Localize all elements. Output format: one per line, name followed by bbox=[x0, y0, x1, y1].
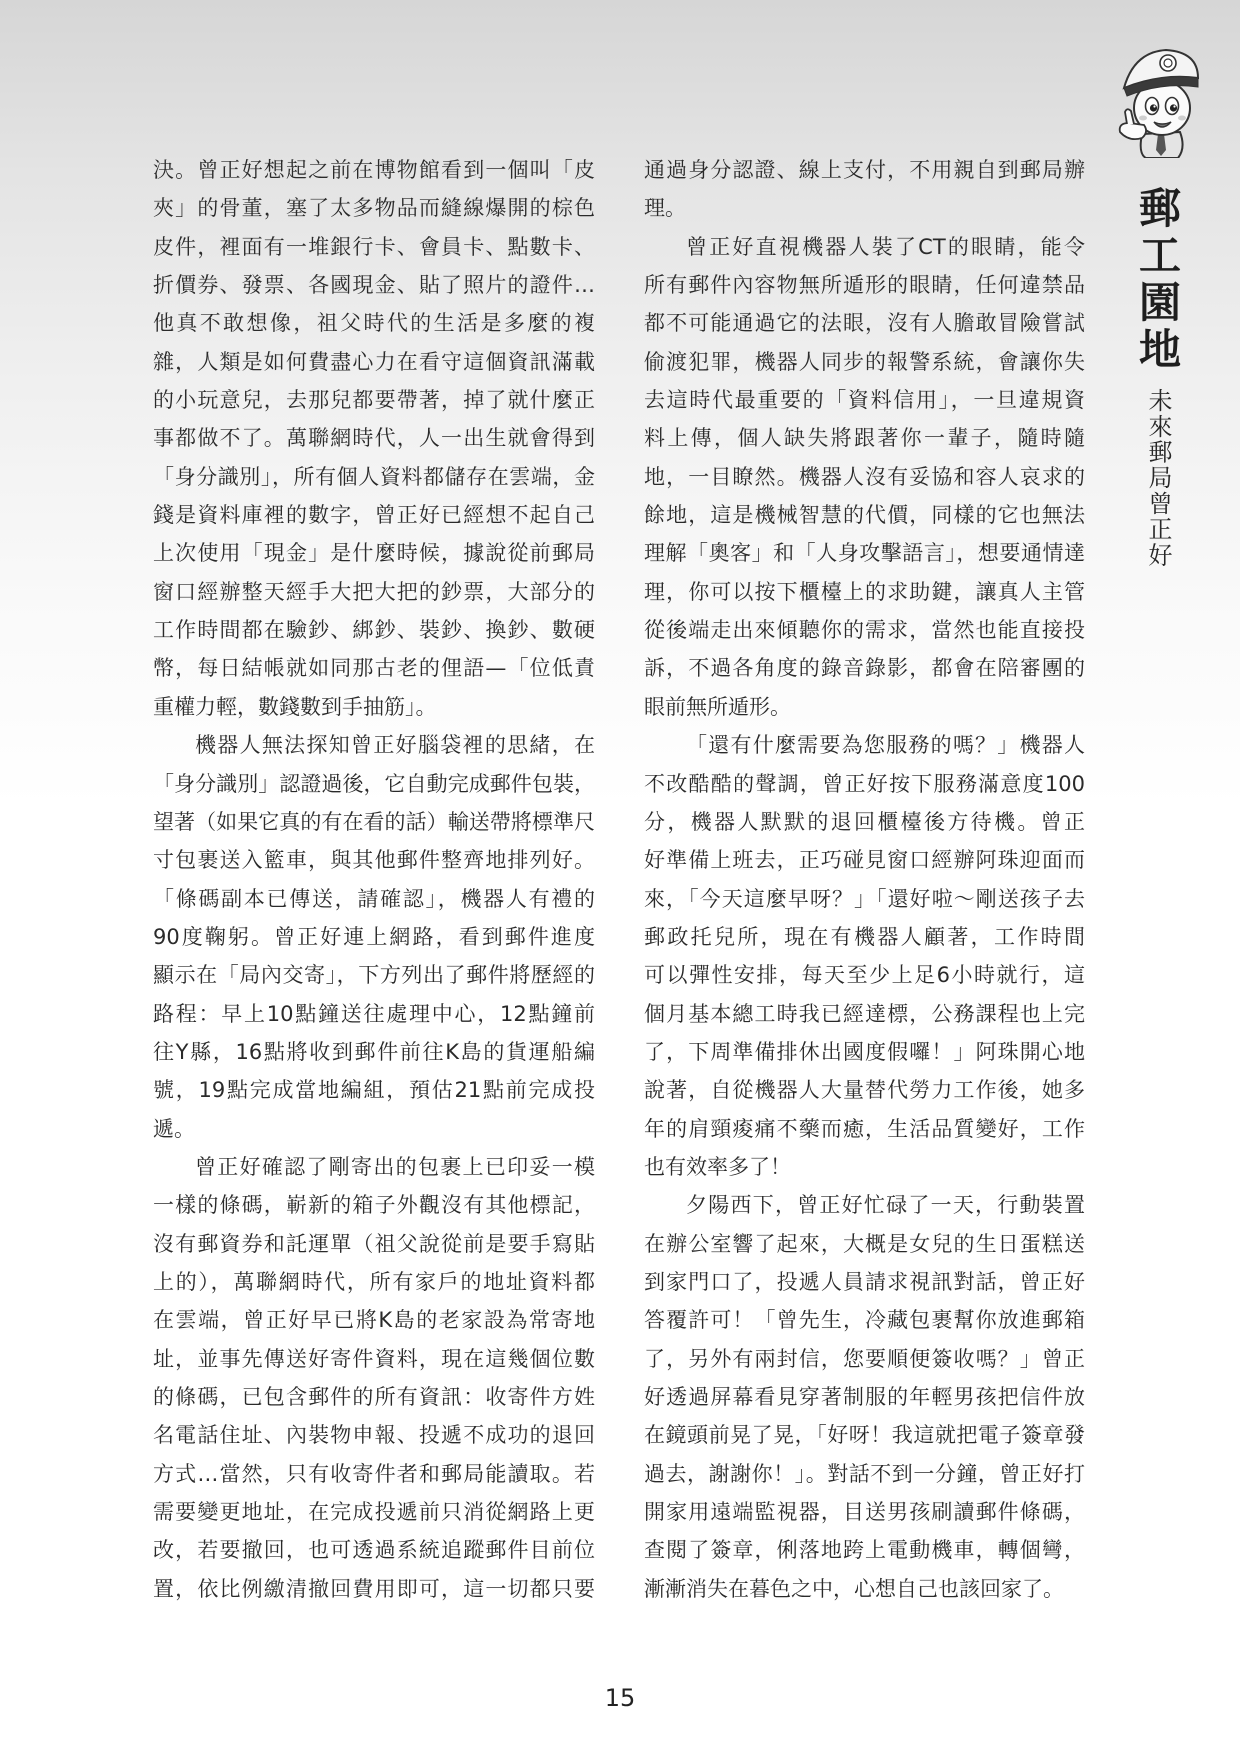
text-line: 往Y縣，16點將收到郵件前往K島的貨運船編 bbox=[153, 1039, 595, 1064]
text-line: 都不可能通過它的法眼，沒有人膽敢冒險嘗試 bbox=[644, 311, 1085, 336]
text-line: 遞。 bbox=[153, 1116, 195, 1141]
text-line: 理。 bbox=[644, 196, 686, 221]
text-line: 曾正好確認了剛寄出的包裹上已印妥一模 bbox=[195, 1154, 595, 1179]
text-line: 上次使用「現金」是什麼時候，據說從前郵局 bbox=[153, 541, 595, 566]
text-line: 改，若要撤回，也可透過系統追蹤郵件目前位 bbox=[153, 1538, 595, 1563]
text-line: 到家門口了，投遞人員請求視訊對話，曾正好 bbox=[644, 1269, 1085, 1294]
text-line: 沒有郵資券和託運單（祖父說從前是要手寫貼 bbox=[153, 1231, 595, 1256]
text-line: 開家用遠端監視器，目送男孩刷讀郵件條碼， bbox=[644, 1500, 1085, 1525]
text-line: 幣，每日結帳就如同那古老的俚語—「位低責 bbox=[153, 656, 595, 681]
text-line: 曾正好直視機器人裝了CT的眼睛，能令 bbox=[686, 234, 1085, 259]
paragraph bbox=[644, 726, 1085, 1186]
text-line: 通過身分認證、線上支付，不用親自到郵局辦 bbox=[644, 158, 1085, 182]
text-line: 好準備上班去，正巧碰見窗口經辦阿珠迎面而 bbox=[644, 848, 1085, 873]
text-line: 需要變更地址，在完成投遞前只消從網路上更 bbox=[153, 1500, 595, 1525]
text-line: 「條碼副本已傳送，請確認」，機器人有禮的 bbox=[153, 886, 595, 911]
text-line: 了，另外有兩封信，您要順便簽收嗎？」曾正 bbox=[644, 1346, 1085, 1371]
paragraph bbox=[153, 151, 595, 726]
article-title: 未來郵局曾正好 bbox=[1144, 388, 1172, 568]
text-line: 餘地，這是機械智慧的代價，同樣的它也無法 bbox=[644, 503, 1085, 528]
text-line: 「還有什麼需要為您服務的嗎？」機器人 bbox=[686, 733, 1085, 758]
text-line: 一樣的條碼，嶄新的箱子外觀沒有其他標記， bbox=[153, 1193, 595, 1218]
text-line: 方式…當然，只有收寄件者和郵局能讀取。若 bbox=[153, 1461, 595, 1486]
text-line: 分，機器人默默的退回櫃檯後方待機。曾正 bbox=[644, 809, 1085, 834]
text-line: 他真不敢想像，祖父時代的生活是多麼的複 bbox=[153, 311, 595, 336]
postman-mascot-icon bbox=[1116, 46, 1204, 158]
text-line: 路程：早上10點鐘送往處理中心，12點鐘前 bbox=[153, 1001, 595, 1026]
text-line: 料上傳，個人缺失將跟著你一輩子，隨時隨 bbox=[644, 426, 1085, 451]
text-line: 在鏡頭前晃了晃，「好呀！我這就把電子簽章發 bbox=[644, 1423, 1085, 1448]
text-line: 在辦公室響了起來，大概是女兒的生日蛋糕送 bbox=[644, 1231, 1085, 1256]
text-line: 也有效率多了！ bbox=[644, 1154, 791, 1179]
text-line: 夕陽西下，曾正好忙碌了一天，行動裝置 bbox=[686, 1193, 1085, 1218]
text-line: 夾」的骨董，塞了太多物品而縫線爆開的棕色 bbox=[153, 196, 595, 221]
right-column bbox=[644, 151, 1085, 1608]
text-line: 年的肩頸痠痛不藥而癒，生活品質變好，工作 bbox=[644, 1116, 1085, 1141]
text-line: 偷渡犯罪，機器人同步的報警系統，會讓你失 bbox=[644, 349, 1085, 374]
text-line: 在雲端，曾正好早已將K島的老家設為常寄地 bbox=[153, 1308, 595, 1333]
left-column bbox=[153, 151, 595, 1608]
text-line: 的條碼，已包含郵件的所有資訊：收寄件方姓 bbox=[153, 1385, 595, 1409]
text-line: 不改酷酷的聲調，曾正好按下服務滿意度100 bbox=[644, 771, 1085, 796]
text-line: 折價券、發票、各國現金、貼了照片的證件… bbox=[153, 273, 595, 298]
paragraph bbox=[644, 1186, 1085, 1608]
text-line: 好透過屏幕看見穿著制服的年輕男孩把信件放 bbox=[644, 1385, 1085, 1409]
text-line: 址，並事先傳送好寄件資料，現在這幾個位數 bbox=[153, 1346, 595, 1371]
text-line: 理，你可以按下櫃檯上的求助鍵，讓真人主管 bbox=[644, 579, 1085, 604]
text-line: 望著（如果它真的有在看的話）輸送帶將標準尺 bbox=[153, 809, 595, 834]
text-line: 可以彈性安排，每天至少上足6小時就行，這 bbox=[644, 963, 1085, 988]
text-line: 說著，自從機器人大量替代勞力工作後，她多 bbox=[644, 1078, 1085, 1103]
section-title: 郵工園地 bbox=[1133, 186, 1182, 374]
text-line: 錢是資料庫裡的數字，曾正好已經想不起自己 bbox=[153, 503, 595, 528]
text-line: 訴，不過各角度的錄音錄影，都會在陪審團的 bbox=[644, 656, 1085, 681]
text-line: 去這時代最重要的「資料信用」，一旦違規資 bbox=[644, 388, 1085, 413]
text-line: 事都做不了。萬聯網時代，人一出生就會得到 bbox=[153, 426, 595, 451]
text-line: 機器人無法探知曾正好腦袋裡的思緒，在 bbox=[195, 733, 595, 758]
paragraph bbox=[644, 228, 1085, 726]
text-line: 答覆許可！「曾先生，冷藏包裹幫你放進郵箱 bbox=[644, 1308, 1085, 1333]
text-line: 所有郵件內容物無所遁形的眼睛，任何違禁品 bbox=[644, 273, 1085, 298]
text-line: 個月基本總工時我已經達標，公務課程也上完 bbox=[644, 1001, 1085, 1026]
text-line: 「身分識別」認證過後，它自動完成郵件包裝， bbox=[153, 771, 595, 796]
text-line: 決。曾正好想起之前在博物館看到一個叫「皮 bbox=[153, 158, 595, 182]
text-line: 的小玩意兒，去那兒都要帶著，掉了就什麼正 bbox=[153, 388, 595, 413]
text-line: 地，一目瞭然。機器人沒有妥協和容人哀求的 bbox=[644, 464, 1085, 489]
text-line: 置，依比例繳清撤回費用即可，這一切都只要 bbox=[153, 1576, 595, 1601]
text-line: 皮件，裡面有一堆銀行卡、會員卡、點數卡、 bbox=[153, 234, 595, 259]
text-line: 雜，人類是如何費盡心力在看守這個資訊滿載 bbox=[153, 349, 595, 374]
text-line: 顯示在「局內交寄」，下方列出了郵件將歷經的 bbox=[153, 963, 595, 988]
text-line: 90度鞠躬。曾正好連上網路，看到郵件進度 bbox=[153, 924, 595, 949]
text-line: 漸漸消失在暮色之中，心想自己也該回家了。 bbox=[644, 1576, 1064, 1601]
paragraph bbox=[153, 1148, 595, 1608]
paragraph bbox=[153, 726, 595, 1148]
text-line: 寸包裹送入籃車，與其他郵件整齊地排列好。 bbox=[153, 848, 595, 873]
text-line: 號，19點完成當地編組，預估21點前完成投 bbox=[153, 1078, 595, 1103]
page-number: 15 bbox=[604, 1684, 636, 1712]
text-line: 郵政托兒所，現在有機器人顧著，工作時間 bbox=[644, 924, 1085, 949]
text-line: 名電話住址、內裝物申報、投遞不成功的退回 bbox=[153, 1423, 595, 1448]
text-line: 來，「今天這麼早呀？」「還好啦～剛送孩子去 bbox=[644, 886, 1085, 911]
text-line: 從後端走出來傾聽你的需求，當然也能直接投 bbox=[644, 618, 1085, 643]
text-line: 重權力輕，數錢數到手抽筋」。 bbox=[153, 694, 437, 719]
text-line: 「身分識別」，所有個人資料都儲存在雲端，金 bbox=[153, 464, 595, 489]
text-line: 理解「奧客」和「人身攻擊語言」，想要通情達 bbox=[644, 541, 1085, 566]
text-line: 眼前無所遁形。 bbox=[644, 694, 791, 719]
text-line: 過去，謝謝你！」。對話不到一分鐘，曾正好打 bbox=[644, 1461, 1085, 1486]
text-line: 上的），萬聯網時代，所有家戶的地址資料都 bbox=[153, 1269, 595, 1294]
text-line: 查閱了簽章，俐落地跨上電動機車，轉個彎， bbox=[644, 1538, 1085, 1563]
text-line: 了，下周準備排休出國度假囉！」阿珠開心地 bbox=[644, 1039, 1085, 1064]
text-line: 窗口經辦整天經手大把大把的鈔票，大部分的 bbox=[153, 579, 595, 604]
text-line: 工作時間都在驗鈔、綁鈔、裝鈔、換鈔、數硬 bbox=[153, 618, 595, 643]
paragraph bbox=[644, 151, 1085, 228]
